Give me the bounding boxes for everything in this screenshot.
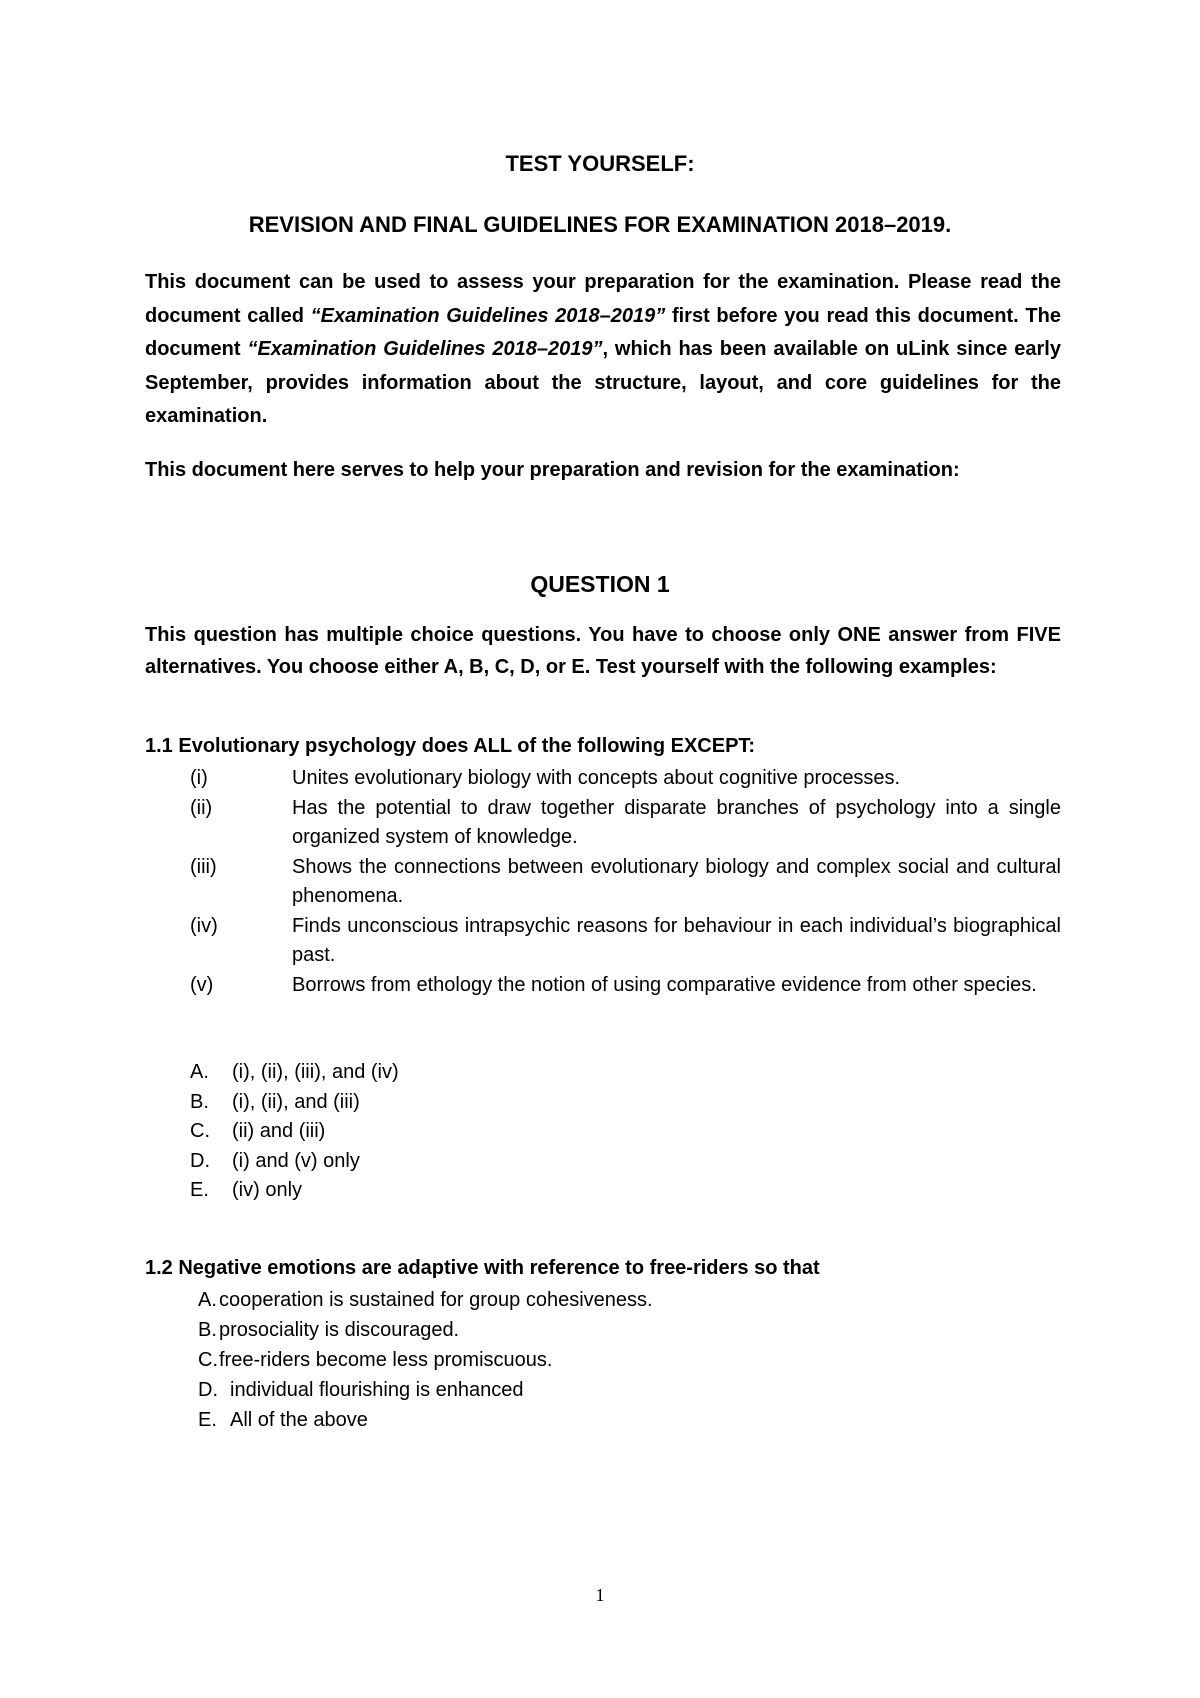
statement-item — [190, 794, 1061, 853]
statement-text: Unites evolutionary biology with concepts about cognitive processes. — [292, 767, 901, 789]
answer-option — [190, 1058, 399, 1088]
answer-option — [190, 1088, 399, 1118]
document-subtitle: REVISION AND FINAL GUIDELINES FOR EXAMINATION 2018–2019. — [248, 212, 952, 237]
option-text: (iv) only — [232, 1179, 303, 1201]
option-letter: C. — [198, 1349, 218, 1371]
answer-option — [190, 1117, 399, 1147]
option-letter: E. — [190, 1179, 209, 1201]
question-1-1-statements — [190, 764, 1061, 1000]
statement-number: (i) — [190, 767, 208, 789]
option-text: (i), (ii), (iii), and (iv) — [232, 1061, 399, 1083]
option-text: (ii) and (iii) — [232, 1120, 326, 1142]
answer-option — [198, 1345, 653, 1375]
document-title: TEST YOURSELF: — [505, 151, 695, 176]
question-1-2-title: 1.2 Negative emotions are adaptive with reference to free-riders so that — [145, 1257, 820, 1279]
statement-item — [190, 912, 1061, 971]
option-letter: D. — [198, 1379, 218, 1401]
answer-option — [198, 1405, 653, 1435]
statement-item — [190, 971, 1061, 1001]
option-letter: C. — [190, 1120, 210, 1142]
option-letter: A. — [190, 1061, 209, 1083]
statement-number: (iv) — [190, 914, 218, 937]
statement-number: (v) — [190, 973, 214, 996]
option-text: (i), (ii), and (iii) — [232, 1090, 360, 1113]
intro-paragraph-2: This document here serves to help your preparation and revision for the examination: — [145, 459, 960, 481]
option-text: prosociality is discouraged. — [219, 1319, 460, 1341]
option-letter: A. — [198, 1289, 217, 1311]
question-1-heading: QUESTION 1 — [530, 571, 670, 597]
statement-item — [190, 764, 1061, 794]
question-1-2-options — [198, 1285, 653, 1435]
answer-option — [190, 1147, 399, 1177]
option-text: free-riders become less promiscuous. — [219, 1349, 553, 1371]
statement-text: Finds unconscious intrapsychic reasons for behaviour in each individual’s biographical past. — [292, 914, 1061, 966]
answer-option — [190, 1176, 399, 1206]
statement-number: (ii) — [190, 796, 213, 819]
statement-item — [190, 853, 1061, 912]
answer-option — [198, 1315, 653, 1345]
option-letter: B. — [198, 1319, 217, 1341]
statement-text: Has the potential to draw together disparate branches of psychology into a single organized system of knowledge. — [292, 796, 1061, 848]
option-letter: D. — [190, 1149, 210, 1172]
page-number: 1 — [595, 1585, 605, 1605]
question-1-1-options — [190, 1058, 399, 1206]
statement-number: (iii) — [190, 855, 217, 878]
question-1-intro: This question has multiple choice questions. You have to choose only ONE answer from FIVE alternatives. You choose either A, B, C, D, or E. Test yourself with the following examples: — [145, 624, 1061, 678]
intro-paragraph — [145, 266, 1061, 434]
intro-text-c: , which has been available on uLink since early September, provides information about the structure, layout, and core guidelines for the examination. — [145, 338, 1061, 427]
statement-text: Borrows from ethology the notion of using comparative evidence from other species. — [292, 973, 1037, 996]
statement-text: Shows the connections between evolutionary biology and complex social and cultural phenomena. — [292, 855, 1061, 907]
option-letter: E. — [198, 1409, 217, 1431]
option-text: (i) and (v) only — [232, 1149, 360, 1172]
answer-option — [198, 1375, 653, 1405]
option-text: cooperation is sustained for group cohesiveness. — [219, 1289, 653, 1311]
option-text: individual flourishing is enhanced — [230, 1379, 524, 1401]
option-text: All of the above — [230, 1409, 368, 1431]
intro-text-a: This document can be used to assess your preparation for the examination. Please read the document called — [145, 271, 1061, 327]
question-1-1-title: 1.1 Evolutionary psychology does ALL of the following EXCEPT: — [145, 735, 756, 757]
intro-emphasis-1: “Examination Guidelines 2018–2019” — [310, 304, 666, 327]
intro-text-b: first before you read this document. The document — [145, 304, 1061, 360]
option-letter: B. — [190, 1090, 209, 1113]
answer-option — [198, 1285, 653, 1315]
intro-emphasis-2: “Examination Guidelines 2018–2019” — [247, 338, 603, 360]
